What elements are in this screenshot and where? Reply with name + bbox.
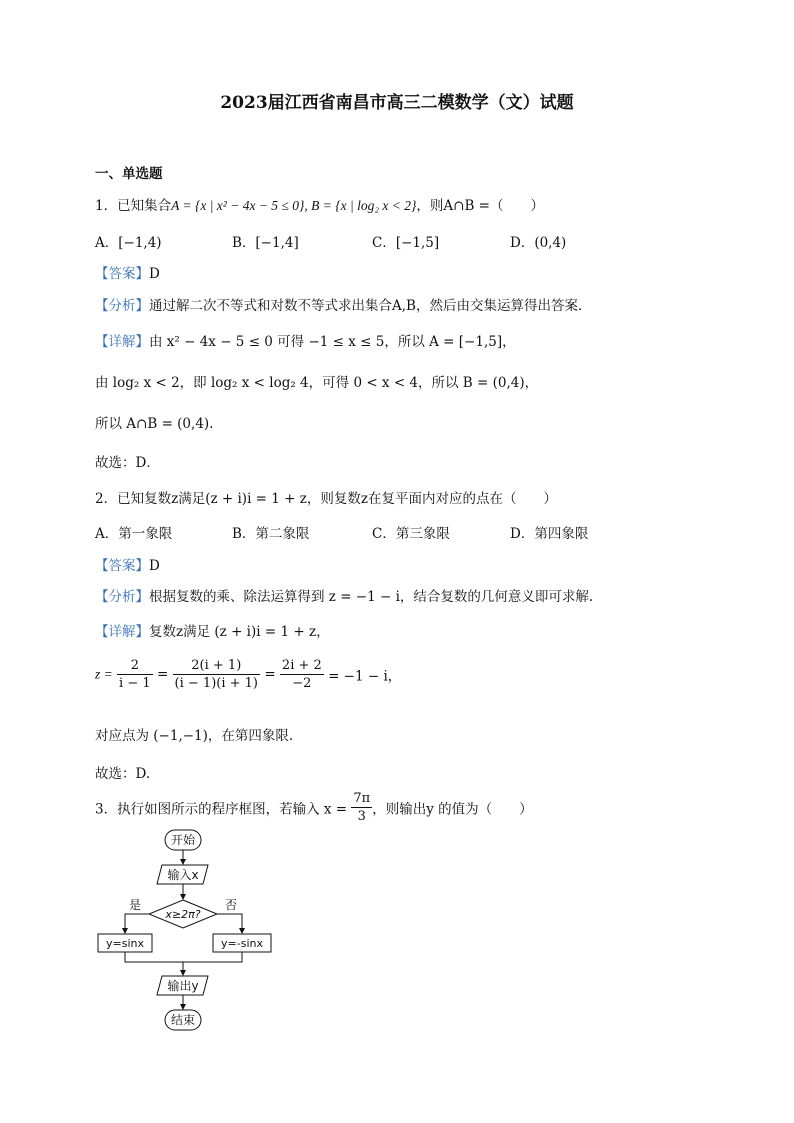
set-a: A = {x | x² − 4x − 5 ≤ 0} xyxy=(171,198,305,213)
q2-choose: 故选：D. xyxy=(95,766,151,782)
eq-tail: = −1 − i， xyxy=(328,668,402,685)
analysis-tag: 【分析】 xyxy=(95,298,149,314)
flowchart-end-label: 结束 xyxy=(170,1013,196,1027)
detail-tag: 【详解】 xyxy=(95,334,149,350)
detail-tag: 【详解】 xyxy=(95,624,149,640)
fraction-3 xyxy=(280,657,324,692)
fraction-3-numerator: 2i + 2 xyxy=(281,658,322,673)
equals-sign: = xyxy=(264,666,276,683)
answer-tag: 【答案】 xyxy=(95,266,149,282)
q1-option-b: B．[−1,4] xyxy=(232,235,299,251)
answer-tag: 【答案】 xyxy=(95,558,149,574)
answer-value: D xyxy=(149,266,160,282)
q2-equation xyxy=(95,657,401,692)
stem-text: 已知复数z满足(z + i)i = 1 + z，则复数z在复平面内对应的点在（ ） xyxy=(117,491,557,507)
detail-text: 由 x² − 4x − 5 ≤ 0 可得 −1 ≤ x ≤ 5，所以 A = [−1,5]， xyxy=(149,334,516,350)
answer-value: D xyxy=(149,558,160,574)
detail-text: 复数z满足 (z + i)i = 1 + z， xyxy=(149,624,330,640)
fraction-2-denominator: (i − 1)(i + 1) xyxy=(174,676,259,691)
question-1-stem xyxy=(95,194,544,214)
stem-suffix: ，则A∩B =（ ） xyxy=(416,198,544,214)
flowchart-yes-label: 是 xyxy=(128,898,142,912)
q1-option-d: D．(0,4) xyxy=(510,235,567,251)
q1-detail xyxy=(95,330,516,350)
eq-lhs: z = xyxy=(95,666,113,682)
q1-analysis xyxy=(95,294,591,314)
set-b: , B = {x | log₂ x < 2} xyxy=(304,198,417,213)
q1-option-a: A．[−1,4) xyxy=(95,235,162,251)
fraction-1-numerator: 2 xyxy=(117,657,153,675)
question-2-stem xyxy=(95,487,557,507)
input-fraction xyxy=(351,790,372,825)
q1-detail-line-2: 由 log₂ x < 2，即 log₂ x < log₂ 4，可得 0 < x < 4，所以 B = (0,4)， xyxy=(95,375,539,391)
stem-prefix: 已知集合 xyxy=(117,198,172,214)
flowchart xyxy=(90,825,290,1035)
analysis-tag: 【分析】 xyxy=(95,589,149,605)
q2-option-d: D．第四象限 xyxy=(510,526,589,542)
question-number: 1． xyxy=(95,198,118,214)
flowchart-no-label: 否 xyxy=(224,898,238,912)
q2-option-b: B．第二象限 xyxy=(232,526,310,542)
q1-detail-line-3: 所以 A∩B = (0,4). xyxy=(95,416,214,432)
equals-sign: = xyxy=(156,666,169,683)
question-number: 3． xyxy=(95,801,118,818)
q2-analysis xyxy=(95,585,593,605)
q1-choose: 故选：D． xyxy=(95,455,160,471)
q1-answer xyxy=(95,262,160,282)
flowchart-start-label: 开始 xyxy=(170,833,196,847)
stem-prefix: 执行如图所示的程序框图，若输入 x = xyxy=(117,801,348,818)
q2-option-c: C．第三象限 xyxy=(372,526,450,542)
q2-detail xyxy=(95,620,330,640)
fraction-3-denominator: −2 xyxy=(292,676,312,691)
page-title: 2023届江西省南昌市高三二模数学（文）试题 xyxy=(220,93,574,113)
fraction-1-denominator: i − 1 xyxy=(119,676,151,691)
fraction-1 xyxy=(117,657,153,692)
section-heading: 一、单选题 xyxy=(95,166,163,182)
flowchart-no-process-label: y=-sinx xyxy=(221,937,263,950)
q2-detail-line-3: 对应点为 (−1,−1)，在第四象限. xyxy=(95,728,294,744)
fraction-2-numerator: 2(i + 1) xyxy=(173,657,260,675)
flowchart-input-label: 输入x xyxy=(167,868,199,882)
flowchart-condition-label: x≥2π? xyxy=(165,908,201,921)
input-fraction-denominator: 3 xyxy=(357,809,366,824)
q2-answer xyxy=(95,554,160,574)
analysis-text: 根据复数的乘、除法运算得到 z = −1 − i，结合复数的几何意义即可求解. xyxy=(149,589,594,605)
q1-option-c: C．[−1,5] xyxy=(372,235,440,251)
flowchart-output-label: 输出y xyxy=(167,979,199,993)
q2-option-a: A．第一象限 xyxy=(95,526,173,542)
stem-suffix: ，则输出y 的值为（ ） xyxy=(372,801,533,818)
analysis-text: 通过解二次不等式和对数不等式求出集合A,B，然后由交集运算得出答案． xyxy=(149,298,592,314)
input-fraction-numerator: 7π xyxy=(353,791,371,806)
flowchart-yes-process-label: y=sinx xyxy=(106,937,144,950)
question-number: 2． xyxy=(95,491,118,507)
fraction-2 xyxy=(173,657,260,692)
question-3-stem xyxy=(95,790,533,825)
